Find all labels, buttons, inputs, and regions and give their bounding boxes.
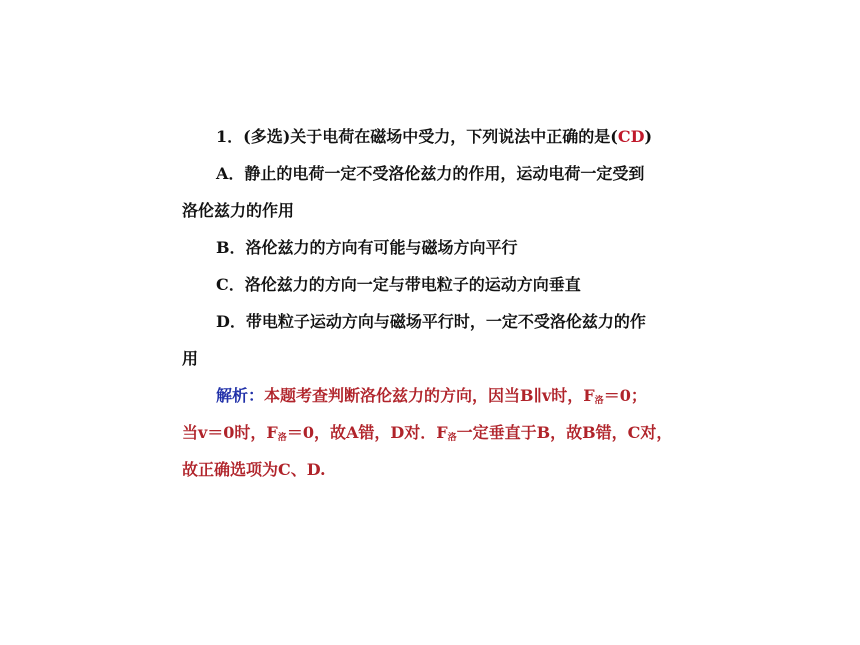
subscript-luo: 洛 [277,433,287,443]
stem-suffix: ) [644,127,653,146]
answer-text: CD [617,127,645,146]
option-d-line2: 用 [182,349,199,368]
question-stem [182,118,682,155]
option-d-line1: D．带电粒子运动方向与磁场平行时，一定不受洛伦兹力的作 [216,312,646,331]
option-a-line1: A．静止的电荷一定不受洛伦兹力的作用，运动电荷一定受到 [216,164,645,183]
explanation-line2 [182,414,682,451]
explanation-text-1b: ＝0； [603,386,647,405]
explanation-text-2c: 一定垂直于B，故B错，C对， [456,423,673,442]
explanation-line1 [182,377,682,414]
option-c: C．洛伦兹力的方向一定与带电粒子的运动方向垂直 [216,275,581,294]
explanation-text-1a: 本题考查判断洛伦兹力的方向，因当B∥v时，F [264,386,595,405]
question-block [182,118,682,488]
explanation-text-2a: 当v＝0时，F [182,423,278,442]
explanation-line3 [182,451,682,488]
subscript-luo: 洛 [447,433,457,443]
explanation-label: 解析： [216,386,265,405]
explanation-text-2b: ＝0，故A错，D对．F [286,423,448,442]
explanation-text-3: 故正确选项为C、D. [182,460,326,479]
option-a-line2: 洛伦兹力的作用 [182,201,295,220]
stem-prefix: 1．(多选)关于电荷在磁场中受力，下列说法中正确的是( [216,127,618,146]
option-b: B．洛伦兹力的方向有可能与磁场方向平行 [216,238,518,257]
subscript-luo: 洛 [594,396,604,406]
